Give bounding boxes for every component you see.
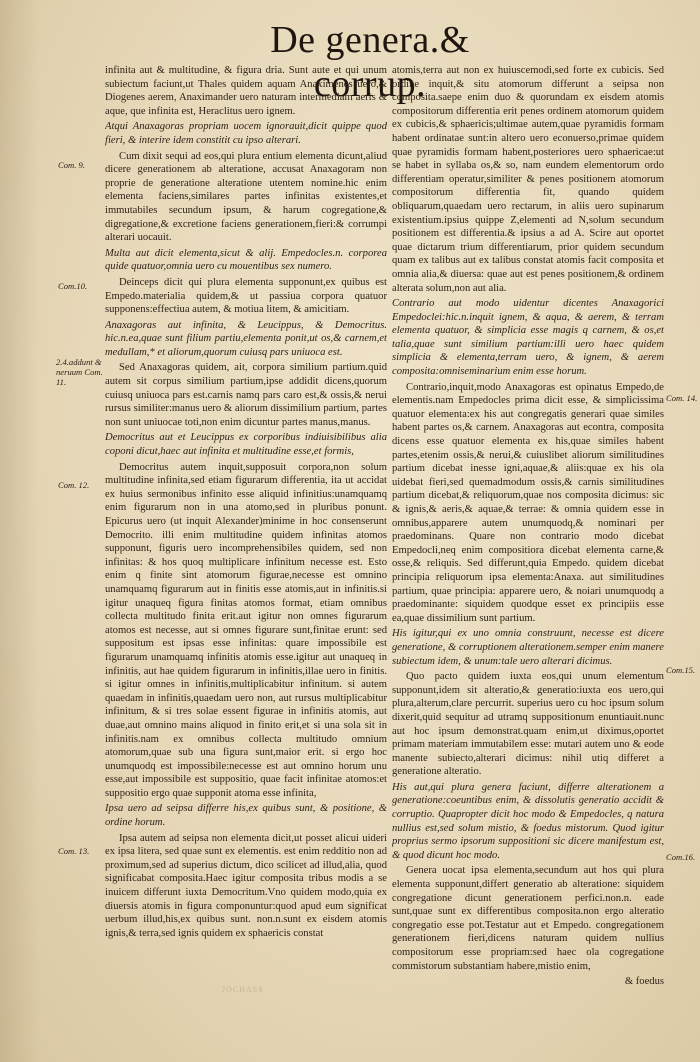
right-paragraph: His aut,qui plura genera faciunt, differre alterationem a generatione:coeuntibus enim, & dissolutis generatio accidit & corruptio. Quapropter dicit hoc modo & Empedocles, q natura nullius est,sed solum mistio, & foedus mistorum. Quod igitur proprius sermo ipsorum suppositioni sic dicere manifestum est, & quod dicunt hoc modo. bbox=[392, 781, 664, 861]
left-paragraph: Cum dixit sequi ad eos,qui plura entium elementa dicunt,aliud dicere generationem ab alteratione, accusat Anaxagoram non proprie de generatione alteratione utentem nomine.hic enim elementa faciens,similares partes infinitas existentes,et immutabiles secundum ipsum, & harum cogregatione,& digregatione,& excretione faciens generationem,fieri:& corrumpi alterari uocauit. bbox=[105, 150, 387, 244]
left-paragraph: Ipsa uero ad seipsa differre his,ex quibus sunt, & positione, & ordine horum. bbox=[105, 803, 387, 829]
left-paragraph: Democritus aut et Leucippus ex corporibus indiuisibilibus alia coponi dicut,haec aut infinita et multitudine esse,et formis, bbox=[105, 432, 387, 458]
left-paragraph: infinita aut & multitudine, & figura dria. Sunt aute et qui unum subiectum faciunt,ut Thales quidem aquam Anaximenes uero,& Diogenes aerem, Anaximander uero naturam intermediam aeris & aque, que infinita est, Heraclitus uero ignem. bbox=[105, 65, 387, 117]
right-paragraph: Contrario,inquit,modo Anaxagoras est opinatus Empedo,de elementis.nam Empedocles prima dicit esse, & simplicissima quatuor elementa:ex his aut congregatis generari quae similes habent partes os,& carnem. Anaxagoras aut econtra, composita dicens esse quatuor elementa ex his,quae similes habent partes,etenim ossis,& nerui,& cuiuslibet aliorum similitudines partium dicebat inesse igni,aquae,& aliis:quae ex his ola uidebat fieri,sed quemadmodum ossis,& carnis similitudines partium dicebat,& reliquorum,quae nos composita dicimus: sic & ignis,& aeris,& aquae,& terrae: & omnia quidem esse in omnibus,apparere autem unumquodq,& nominari per praedominans. Quare non contrario modo dicebat Empedocli,neq enim compositiora dicebat elementa carne,& osse,& reliquis. Sed differunt,quia Empedo. quidem dicebat principia reliquorum ipsa elementa:Anaxa. aut similitudines partium, quae principia: apparere uero, & noiari unumquodq a praedominante: siquidem quodque esset ex principiis esse ea,quae dissimilium sunt partium. bbox=[392, 381, 664, 624]
right-column bbox=[392, 64, 664, 1004]
margin-note-com14: Com. 14. bbox=[666, 393, 698, 403]
left-paragraph: Sed Anaxagoras quidem, ait, corpora similium partium.quid autem sit corpus similium partium,ipse addidit dicens,quorum cuiusq uniuoca pars est.carnis namq pars caro est,& ossis,& nerui rursus similiter:manus uero & aliorum dissimilium partium, partes non sunt uniuocae toti,non enim dicuntur partes manus,manus. bbox=[105, 362, 387, 428]
running-header: De genera.& corrup. bbox=[270, 19, 470, 105]
left-column bbox=[105, 64, 387, 1004]
margin-note-com9: Com. 9. bbox=[58, 160, 85, 170]
margin-note-com10: Com.10. bbox=[58, 281, 88, 291]
margin-note-com12: Com. 12. bbox=[58, 480, 90, 490]
left-paragraph: Atqui Anaxagoras propriam uocem ignorauit,dicit quippe quod fieri, & interire idem constitit cu ipso alterari. bbox=[105, 121, 387, 146]
left-paragraph: Ipsa autem ad seipsa non elementa dicit,ut posset alicui uideri ex ipsa litera, sed quae sunt ex elementis. est enim redditio non ad proximum,sed ad superius dictum, dico scilicet ad illud,alia, quod significabat composita.Haec igitur composita tribus modis a se inuicem differunt iuxta Democritum.Vno quidem modo,quia ex diuersis atomis in figura componuntur:quod apud eum significat uerbum illud,his,ex quibus sunt. non.n.sunt ex eisdem atomis ignis,& terra,sed ignis quidem ex sphaericis constat bbox=[105, 832, 387, 939]
margin-note-com13: Com. 13. bbox=[58, 846, 90, 856]
left-paragraph: Anaxagoras aut infinita, & Leucippus, & Democritus. hic.n.ea,quae sunt filium partiu,elementa ponit,ut os,& carnem,et medullam,* et aliorum,quorum cuiusq pars uniuoca est. bbox=[105, 319, 387, 358]
left-paragraph: Deinceps dicit qui plura elementa supponunt,ex quibus est Empedo.materialia quidem,& ut passiua corpora quatuor supponens:effectiua autem, & motiua litem, & amicitiam. bbox=[105, 276, 387, 316]
catchword: & foedus bbox=[624, 976, 664, 988]
margin-note-addunt: 2.4.addunt & neruum Com. 11. bbox=[56, 357, 103, 387]
right-paragraph: Genera uocat ipsa elementa,secundum aut hos qui plura elementa supponunt,differt generatio ab alteratione: siquidem congregatione dicunt generationem perfici.non.n. eade sunt,quae sunt ex differentibus composita.non ergo alteratio congregatio esse pot.Testatur aut et Empedo. congregationem generationem fieri,dicens naturam quidem nullius compositorum esse propriam:sed haec ola cogregatione commistorum substantiam habere,mistio enim, bbox=[392, 865, 664, 972]
right-paragraph: Quo pacto quidem iuxta eos,qui unum elementum supponunt,idem sit alteratio,& generatio:iuxta eos uero,qui plura,alterum,clare percurrit. superius uero cu hoc ipsum solum dixerit,quid sequitur ad utramq suppositionum enuntiauit.nunc aut hoc ipsum demonstrat.quam enim,ut diximus,oportet primam materiam immutabilem esse: mutari autem uno & eode manente subiecto,alterari dicimus: nihil utiq differet a generatione alteratio. bbox=[392, 671, 664, 778]
right-paragraph: Contrario aut modo uidentur dicentes Anaxagorici Empedoclei:hic.n.inquit ignem, & aqua, & aerem, & terram elementa quatuor, & simplicia esse magis q carnem, & os,et talia,quae sunt similium partium:illi uero haec quidem simplicia & elementa,terram uero, & ignem, & aerem composita:omniseminarium enim esse horum. bbox=[392, 298, 664, 378]
library-stamp: JOCHASS bbox=[222, 985, 264, 994]
margin-note-com16: Com.16. bbox=[666, 852, 696, 862]
right-paragraph: His igitur,qui ex uno omnia construunt, necesse est dicere generatione, & corruptionem alterationem.semper enim manere subiectum idem, & unum:tale uero alterari dicimus. bbox=[392, 628, 664, 667]
left-paragraph: Democritus autem inquit,supposuit corpora,non solum multitudine infinita,sed etiam figurarum differentia, ita ut accidat ex huius sermonibus infinito esse aliquid infinitius:unamquamq enim figurarum non in una atomo,sed in pluribus ponunt. Epicurus uero (ut inquit Alexander)minime in hoc consenserunt Democrito. illi enim multitudine quidem infinitas atomos supponunt, figuris uero incomprehensibiles quidem, sed non infinitas: & hos quoq multiplicare infinitum necesse est. Esto enim q finite sint atomorum figurae,necesse est omnino unamquamq figurarum aut in finitis esse atomis,aut in infinitis.si igitur unaqueq figura finitas atomos format, etiam omnibus collecta multitudo finita erit.aut igitur non omnes figurarum atomos est necesse, aut si omnes figurare sunt,finitae erunt: sed suppositum est ipsas esse infinitas: quare impossibile est figurarum unamquamq infinitis atomis esse.igitur aut unaqueq in infinitis, aut hae quidem figurarum in infinitis,illae uero in finitis. si igitur omnes in infinitis,multiplicabitur infinitum. si autem quaedam in infinitis,quaedam uero non, aut rursus multiplicabitur infinitum, & si tres solae essent figurae in infinitis atomis, aut duae,aut omnino mains aliquod in finito erit,et si una sola sit in infinitis.nam ex omnibus collecta multitudo omnium atomorum,quae sub una figura sunt,maior erit. si ergo hoc unumquodq est impossibile:necesse est aut omnino horum unu esse,aut impossibile est suppositio, quae facit infinitae atomos:et suppositio ergo quae supponit atoma esse infinita, bbox=[105, 461, 387, 799]
right-paragraph: atomis,terra aut non ex huiuscemodi,sed forte ex cubicis. Sed ordine inquit,& situ atomorum differunt a seipsa non composita.saepe enim duo & quorundam ex eisdem atomis compositorum differentia erit penes ordinem atomorum quidem ex cubicis,& sphaericis;ultimae autem,quae pyramidis formam habent ordinatae sunt:in altero uero econuerso,primae quidem quae pyramidis formam habent,posteriores uero sphaericae:ut se habet in syllaba os,& so, nam eundem elementorum ordo differentiam operatur,similiter & penes positionem atomorum compositorum differentia fit, quando quidem obliquarum,quaedam uero rectarum, in aliis uero supinarum existentium.ipsius quippe Z,elementi ad N,solum secundum positionem est differentia.& ipsius a ad A. Scire aut oportet quae dictarum trium differentiarum, prior quidem secundum quam ex talibus aut ex talibus constat atomis facit composita et omnia alia,& diuersa: quae aut est penes positionem,& ordinem alterata solum,non aut alia. bbox=[392, 65, 664, 294]
left-paragraph: Multa aut dicit elementa,sicut & alij. Empedocles.n. corporea quide quatuor,omnia uero cu mouentibus sex numero. bbox=[105, 247, 387, 273]
margin-note-com15: Com.15. bbox=[666, 665, 696, 675]
page-shadow bbox=[0, 0, 40, 1062]
